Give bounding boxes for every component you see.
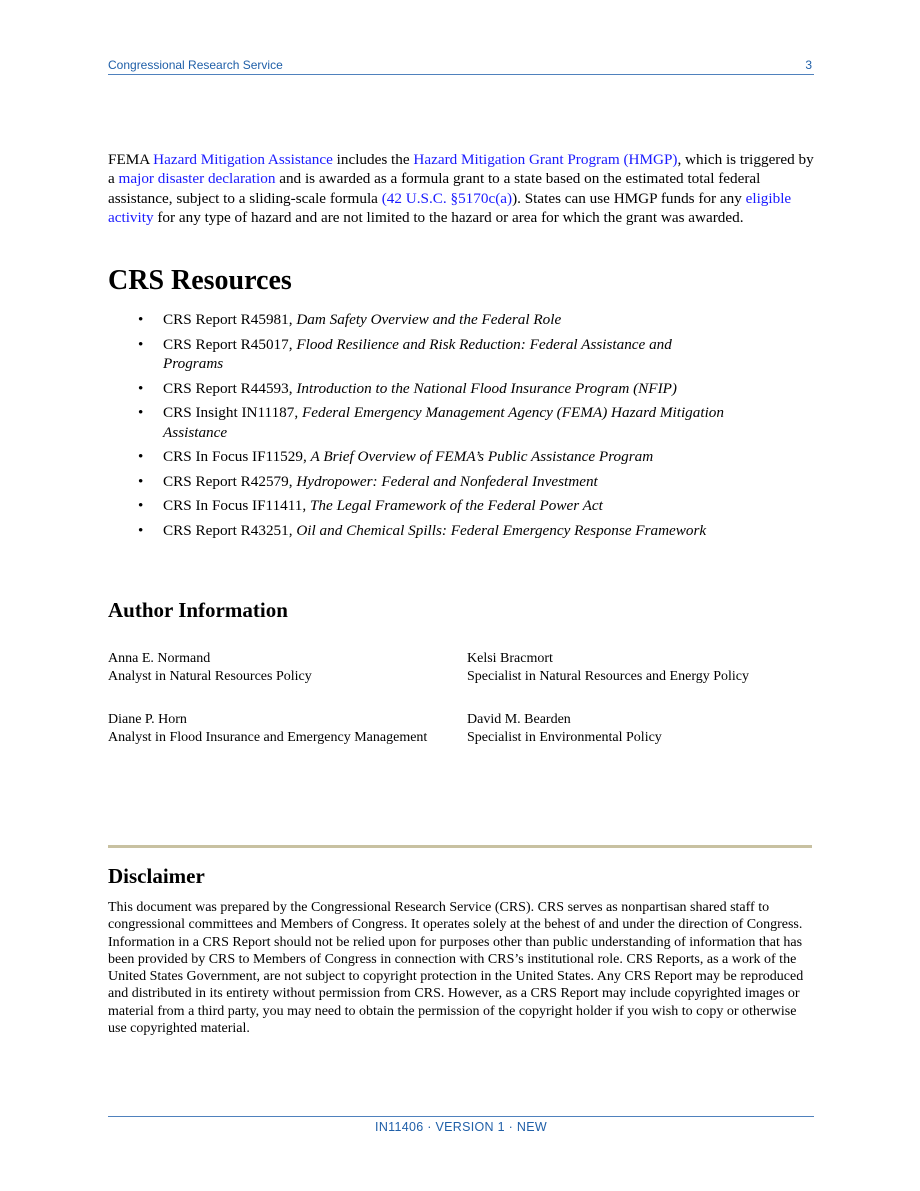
intro-text: ). States can use HMGP funds for any bbox=[512, 189, 746, 207]
section-divider bbox=[108, 845, 812, 848]
resources-list bbox=[108, 310, 814, 545]
author-name: David M. Bearden bbox=[467, 712, 571, 727]
resource-title: Federal Emergency Management Agency (FEMA) Hazard Mitigation Assistance bbox=[163, 404, 724, 441]
link-usc-5170c[interactable]: (42 U.S.C. §5170c(a) bbox=[381, 189, 513, 207]
intro-text: includes the bbox=[332, 151, 414, 168]
intro-text: FEMA bbox=[108, 151, 154, 168]
author-block bbox=[108, 711, 427, 747]
resource-title: The Legal Framework of the Federal Power Act bbox=[309, 497, 603, 514]
resource-prefix: CRS Report R45017, bbox=[163, 335, 297, 353]
resource-title: Hydropower: Federal and Nonfederal Investment bbox=[296, 472, 598, 490]
resource-item bbox=[108, 472, 814, 492]
author-name: Diane P. Horn bbox=[108, 712, 187, 727]
resource-prefix: CRS Report R42579, bbox=[163, 472, 297, 490]
page-number: 3 bbox=[805, 58, 812, 72]
resource-prefix: CRS Report R44593, bbox=[163, 379, 297, 397]
resource-item bbox=[108, 521, 814, 541]
resource-title: Dam Safety Overview and the Federal Role bbox=[296, 311, 562, 328]
bullet-icon: • bbox=[138, 448, 144, 465]
author-role: Specialist in Environmental Policy bbox=[467, 730, 662, 745]
bullet-icon: • bbox=[138, 497, 144, 514]
resource-item bbox=[108, 496, 814, 516]
resource-prefix: CRS Report R43251, bbox=[163, 521, 297, 539]
resource-item bbox=[108, 403, 814, 442]
link-major-disaster-declaration[interactable]: major disaster declaration bbox=[118, 170, 276, 188]
author-name: Kelsi Bracmort bbox=[467, 651, 553, 666]
intro-paragraph bbox=[108, 150, 814, 227]
author-block bbox=[467, 711, 662, 747]
resource-title: A Brief Overview of FEMA’s Public Assistance Program bbox=[310, 448, 654, 465]
resource-prefix: CRS In Focus IF11411, bbox=[163, 497, 310, 514]
bullet-icon: • bbox=[138, 472, 144, 490]
page-header bbox=[108, 58, 814, 75]
link-hazard-mitigation-assistance[interactable]: Hazard Mitigation Assistance bbox=[153, 151, 333, 168]
resources-heading: CRS Resources bbox=[108, 265, 292, 296]
disclaimer-text: This document was prepared by the Congressional Research Service (CRS). CRS serves as nonpartisan shared staff to congressional committees and Members of Congress. It operates solely at the behest of and under the direction of Congress. Information in a CRS Report should not be relied upon for purposes other than public understanding of information that has been provided by CRS to Members of Congress in connection with CRS’s institutional role. CRS Reports, as a work of the United States Government, are not subject to copyright protection in the United States. Any CRS Report may be reproduced and distributed in its entirety without permission from CRS. However, as a CRS Report may include copyrighted images or material from a third party, you may need to obtain the permission of the copyright holder if you wish to copy or otherwise use copyrighted material. bbox=[108, 900, 804, 1037]
resource-prefix: CRS Report R45981, bbox=[163, 311, 297, 328]
author-name: Anna E. Normand bbox=[108, 651, 211, 666]
link-hmgp[interactable]: Hazard Mitigation Grant Program (HMGP) bbox=[413, 151, 678, 168]
intro-text: for any type of hazard and are not limited to the hazard or area for which the grant was awarded. bbox=[153, 208, 744, 226]
header-org-name: Congressional Research Service bbox=[108, 58, 283, 72]
author-block bbox=[467, 650, 749, 686]
author-block bbox=[108, 650, 312, 686]
resource-prefix: CRS In Focus IF11529, bbox=[163, 448, 311, 465]
resource-item bbox=[108, 447, 814, 467]
author-role: Specialist in Natural Resources and Energy Policy bbox=[467, 669, 750, 684]
resource-item bbox=[108, 379, 814, 399]
bullet-icon: • bbox=[138, 521, 144, 539]
author-info-heading: Author Information bbox=[108, 598, 288, 622]
resource-title: Introduction to the National Flood Insurance Program (NFIP) bbox=[296, 379, 677, 397]
intro-text: and is awarded as a formula grant to a state based on the estimated total federal assistance, subject to a sliding-scale formula bbox=[108, 170, 761, 207]
bullet-icon: • bbox=[138, 379, 144, 397]
resource-title: Flood Resilience and Risk Reduction: Federal Assistance and Programs bbox=[163, 335, 672, 372]
resource-item bbox=[108, 335, 814, 374]
intro-text: , which is triggered by a bbox=[108, 151, 814, 188]
footer-divider bbox=[108, 1116, 814, 1117]
disclaimer-heading: Disclaimer bbox=[108, 864, 205, 888]
author-role: Analyst in Natural Resources Policy bbox=[108, 669, 312, 684]
bullet-icon: • bbox=[138, 335, 144, 353]
resource-title: Oil and Chemical Spills: Federal Emergency Response Framework bbox=[296, 521, 707, 539]
author-role: Analyst in Flood Insurance and Emergency Management bbox=[108, 730, 428, 745]
footer-doc-id: IN11406 · VERSION 1 · NEW bbox=[375, 1120, 547, 1134]
resource-prefix: CRS Insight IN11187, bbox=[163, 404, 302, 421]
bullet-icon: • bbox=[138, 404, 144, 421]
bullet-icon: • bbox=[138, 311, 144, 328]
resource-item bbox=[108, 310, 814, 330]
link-eligible-activity[interactable]: eligible activity bbox=[108, 189, 792, 226]
